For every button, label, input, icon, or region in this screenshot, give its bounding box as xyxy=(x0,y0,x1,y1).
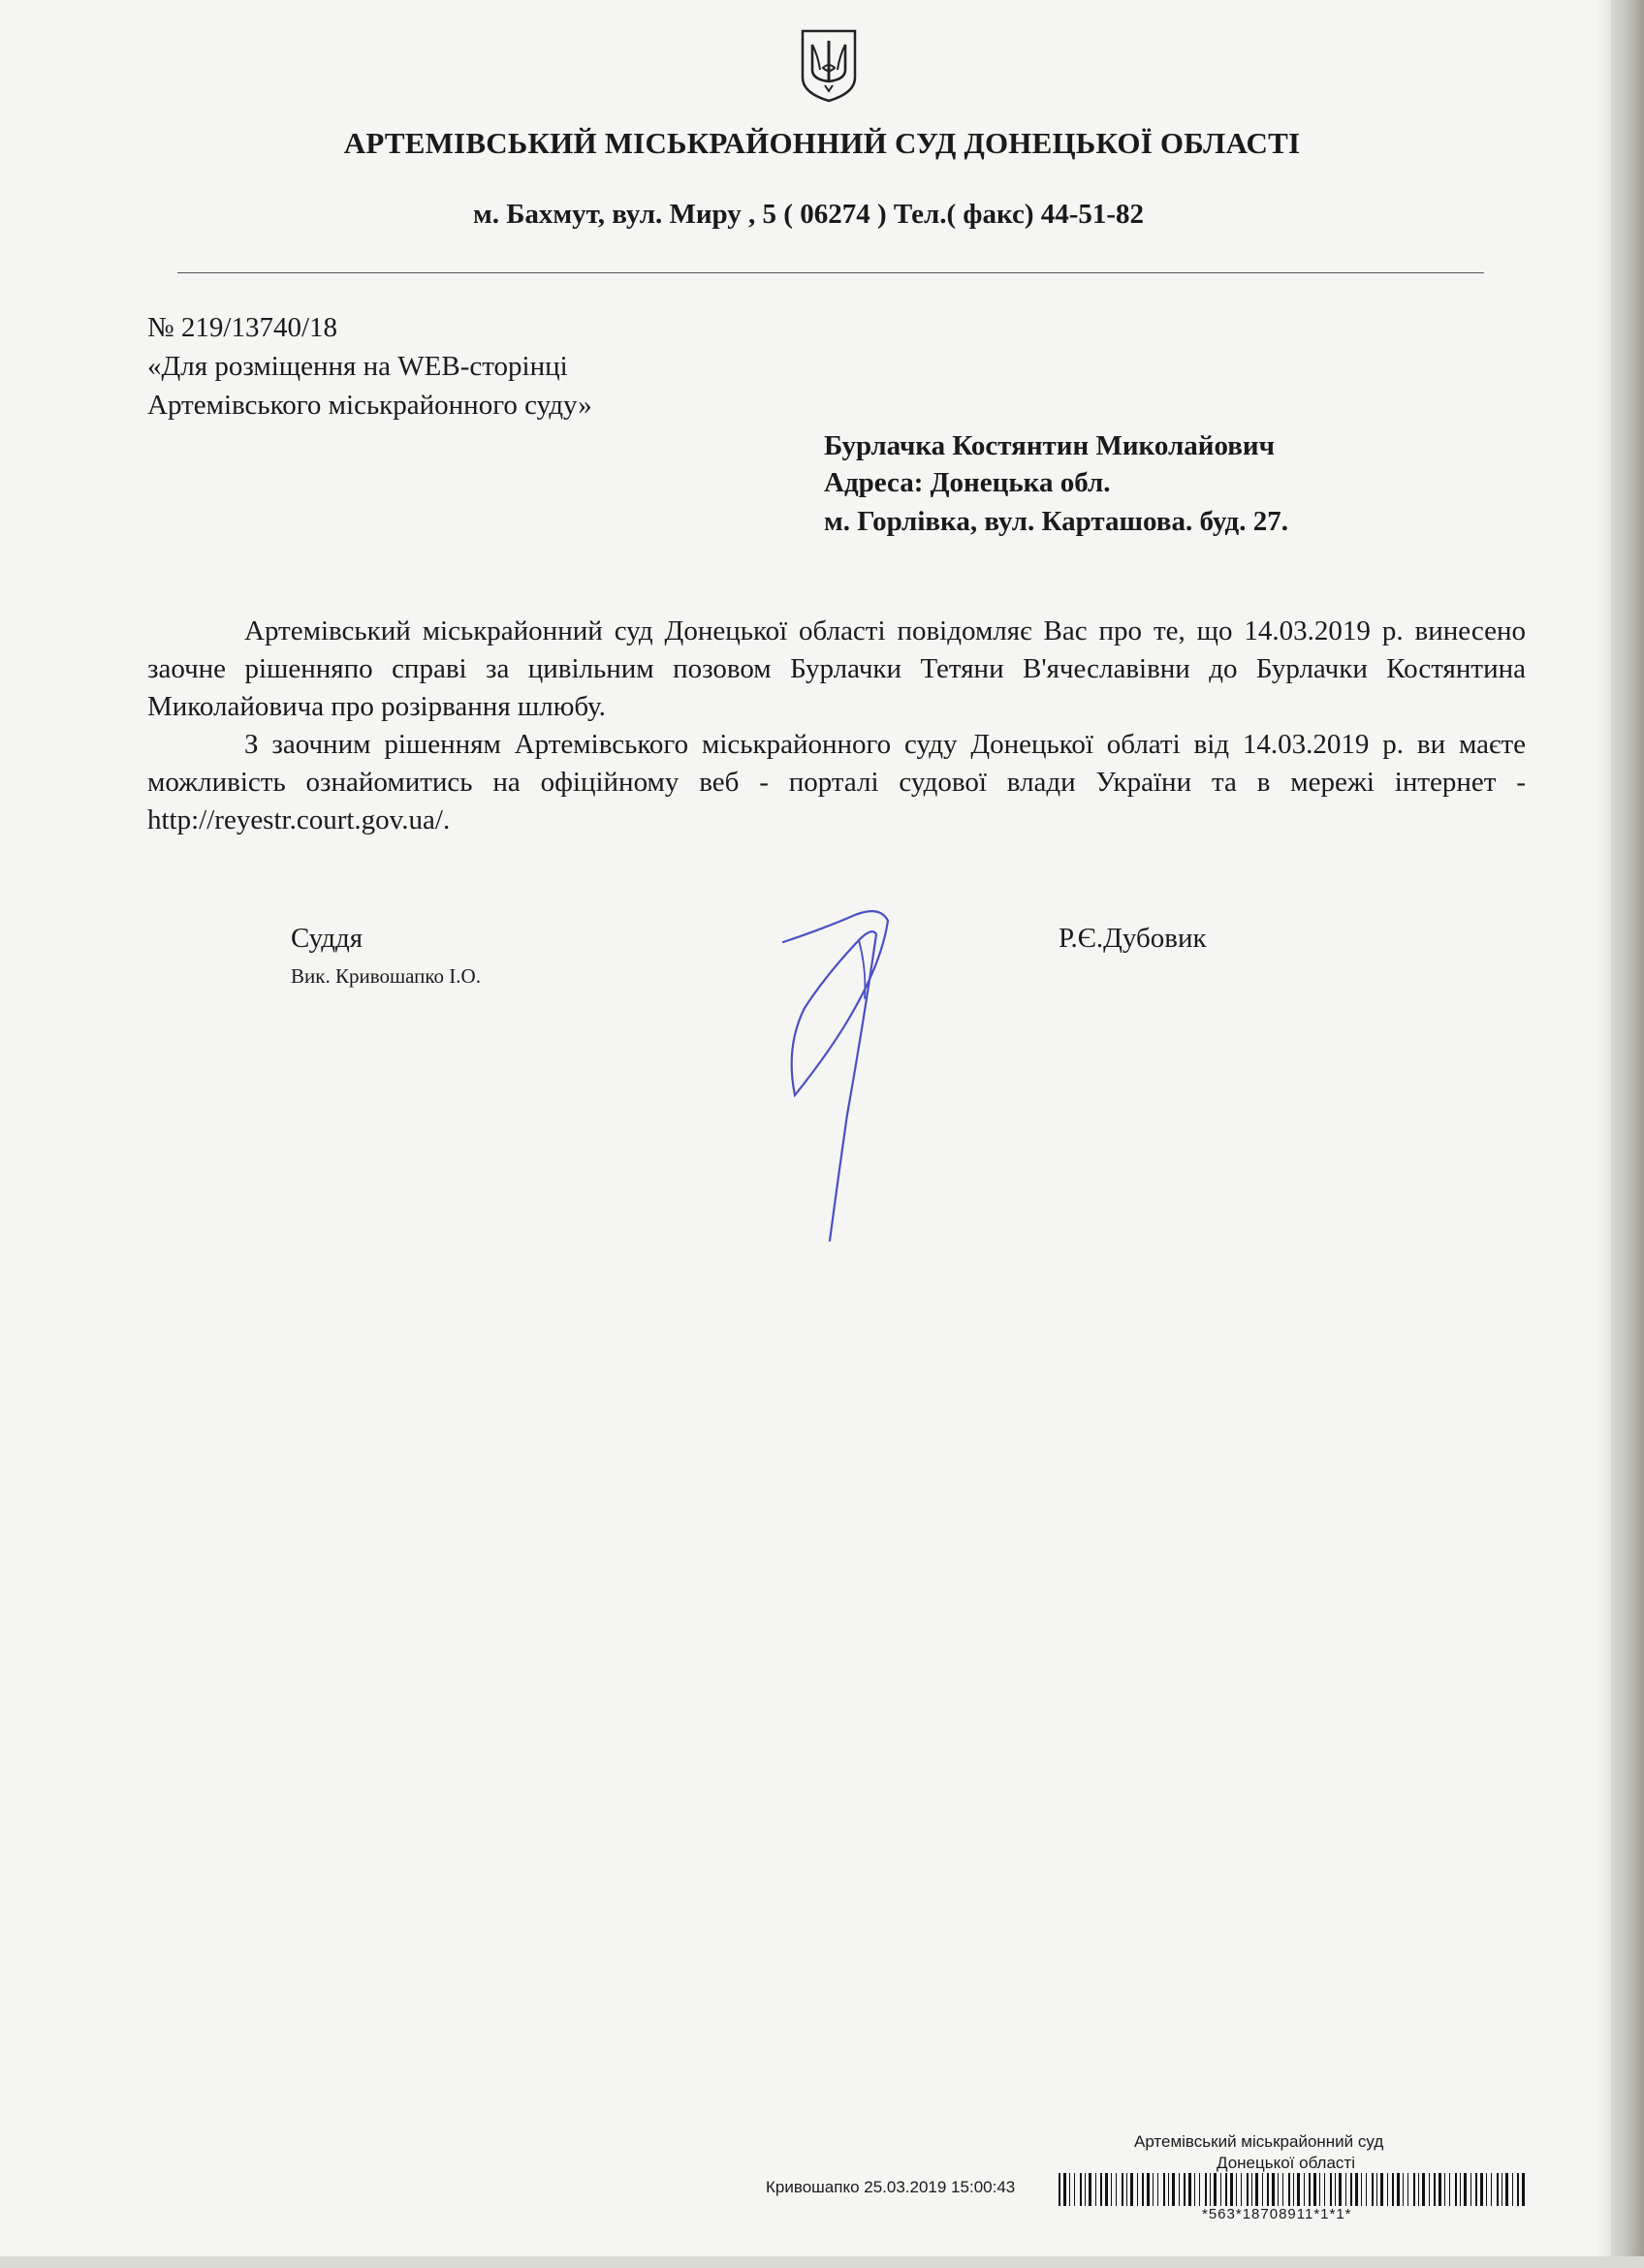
court-address: м. Бахмут, вул. Миру , 5 ( 06274 ) Тел.( факс) 44-51-82 xyxy=(473,199,1145,230)
page-edge-shadow xyxy=(1596,0,1611,2268)
web-publication-note-line1: «Для розміщення на WEB-сторінці xyxy=(147,351,568,382)
case-number: № 219/13740/18 xyxy=(147,312,338,343)
signatory-role: Суддя xyxy=(291,923,364,954)
scanner-edge xyxy=(1611,0,1644,2268)
stamp-organization-line2: Донецької області xyxy=(1217,2154,1355,2172)
header-divider xyxy=(177,272,1484,273)
trident-coat-of-arms-icon xyxy=(799,27,859,103)
notice-body xyxy=(147,613,1526,839)
barcode-number: *563*18708911*1*1* xyxy=(1202,2206,1352,2222)
web-publication-note-line2: Артемівського міськрайонного суду» xyxy=(147,390,592,421)
addressee-address-line1: Адреса: Донецька обл. xyxy=(824,467,1111,498)
notice-paragraph-1: Артемівський міськрайонний суд Донецької області повідомляє Вас про те, що 14.03.2019 р. винесено заочне рішенняпо справі за цивільним позовом Бурлачки Тетяни В'ячеславівни до Бурлачки Костянтина Миколайовича про розірвання шлюбу. xyxy=(147,615,1526,722)
notice-paragraph-2: З заочним рішенням Артемівського міськрайонного суду Донецької облаті від 14.03.2019 р. ви маєте можливість ознайомитись на офіційному веб - порталі судової влади України та в мережі інтернет - http://reyestr.court.gov.ua/. xyxy=(147,729,1526,835)
executor-name: Вик. Кривошапко І.О. xyxy=(291,964,481,988)
addressee-address-line2: м. Горлівка, вул. Карташова. буд. 27. xyxy=(824,506,1288,537)
handwritten-signature xyxy=(766,892,911,1250)
stamp-organization-line1: Артемівський міськрайонний суд xyxy=(1134,2132,1384,2151)
judge-name: Р.Є.Дубовик xyxy=(1059,923,1207,954)
scanner-bottom-edge xyxy=(0,2256,1644,2268)
addressee-name: Бурлачка Костянтин Миколайович xyxy=(824,430,1275,461)
court-name: АРТЕМІВСЬКИЙ МІСЬКРАЙОННИЙ СУД ДОНЕЦЬКОЇ ОБЛАСТІ xyxy=(343,126,1301,160)
document-barcode xyxy=(1059,2173,1530,2210)
stamp-user-datetime: Кривошапко 25.03.2019 15:00:43 xyxy=(766,2178,1016,2196)
